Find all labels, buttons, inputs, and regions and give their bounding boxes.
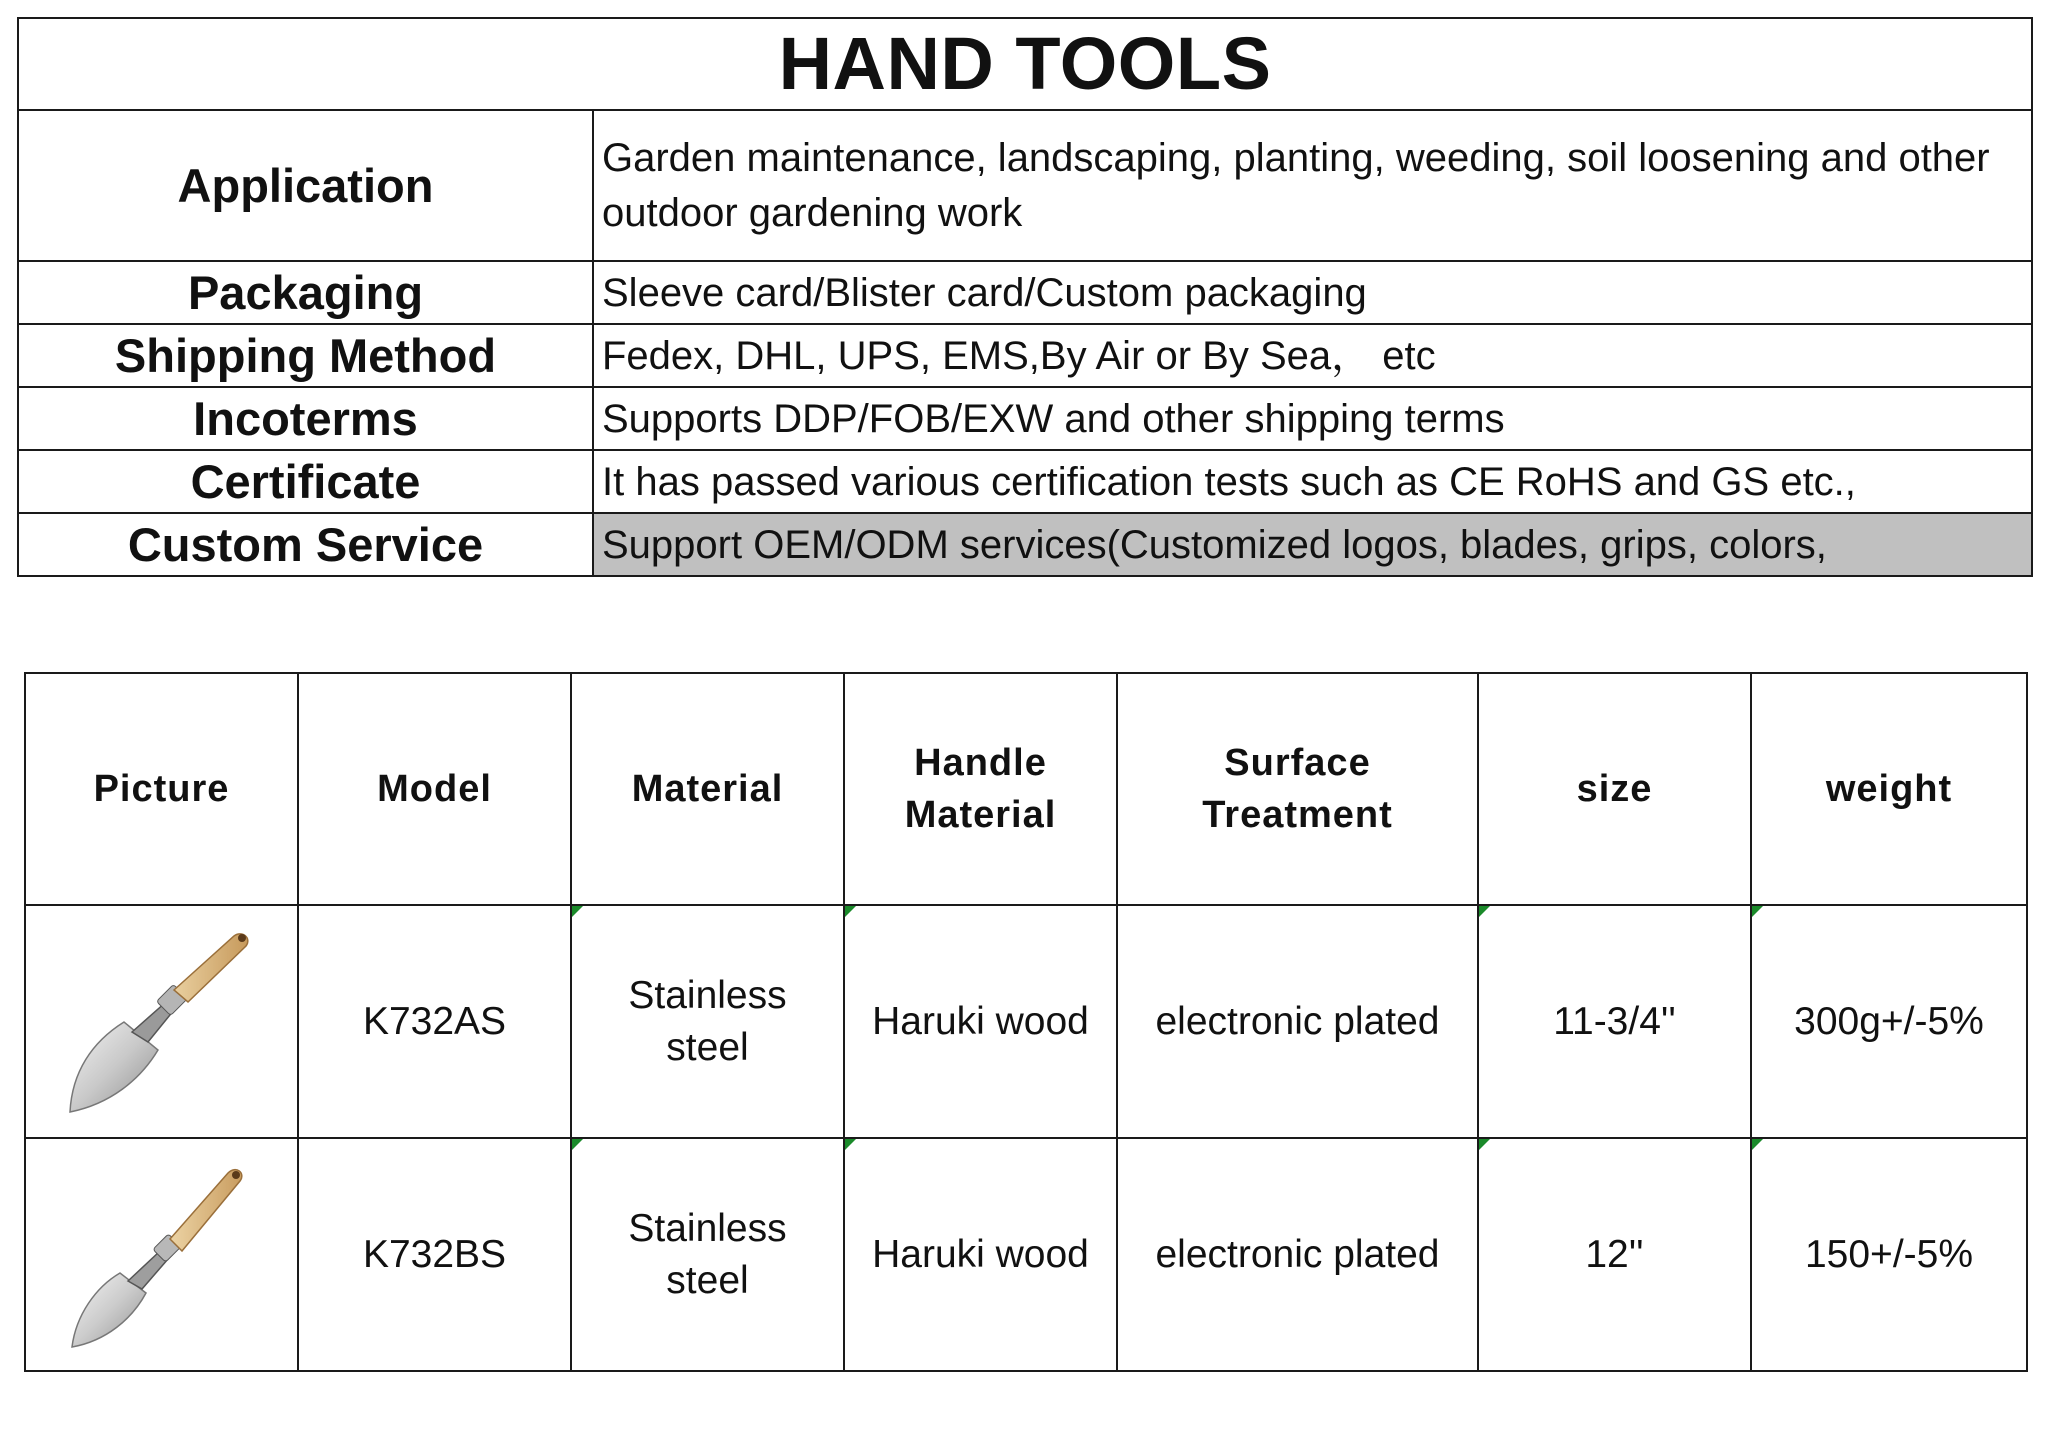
header-line: Material (904, 794, 1057, 836)
surface-treatment-cell: electronic plated (1117, 905, 1478, 1138)
comment-marker (1479, 906, 1490, 917)
size-cell (1478, 1138, 1751, 1371)
spec-value: Support OEM/ODM services(Customized logos, blades, grips, colors, (593, 513, 2032, 576)
spec-label: Certificate (18, 450, 593, 513)
header-line: Handle (914, 742, 1047, 784)
cell-line: Stainless (628, 1206, 787, 1250)
material-cell (571, 1138, 844, 1371)
spec-row-shipping-method (18, 324, 2032, 387)
column-header-model: Model (298, 673, 571, 905)
spec-row-application (18, 110, 2032, 261)
spec-row-incoterms (18, 387, 2032, 450)
cell-line: 300g+/-5% (1794, 999, 1984, 1043)
column-header-handle-material (844, 673, 1117, 905)
weight-cell (1751, 1138, 2027, 1371)
spec-row-packaging (18, 261, 2032, 324)
spec-label: Application (18, 110, 593, 261)
picture-cell (25, 1138, 298, 1371)
column-header-surface-treatment (1117, 673, 1478, 905)
column-header-material: Material (571, 673, 844, 905)
picture-cell (25, 905, 298, 1138)
cell-line: Haruki wood (872, 999, 1089, 1043)
comment-marker (1752, 1139, 1763, 1150)
comment-marker (1752, 906, 1763, 917)
header-line: Treatment (1202, 794, 1393, 836)
table-row (25, 905, 2027, 1138)
weight-cell (1751, 905, 2027, 1138)
handle-material-cell (844, 905, 1117, 1138)
cell-line: 12'' (1585, 1232, 1644, 1276)
spec-row-certificate (18, 450, 2032, 513)
trowel-icon (62, 1155, 262, 1355)
spec-label: Custom Service (18, 513, 593, 576)
size-cell (1478, 905, 1751, 1138)
cell-line: steel (666, 1258, 749, 1302)
cell-line: 150+/-5% (1804, 1232, 1974, 1276)
comment-marker (572, 906, 583, 917)
model-cell: K732AS (298, 905, 571, 1138)
cell-line: Haruki wood (872, 1232, 1089, 1276)
comment-marker (845, 1139, 856, 1150)
surface-treatment-cell: electronic plated (1117, 1138, 1478, 1371)
spec-value: Sleeve card/Blister card/Custom packaging (593, 261, 2032, 324)
cell-line: 11-3/4'' (1553, 999, 1676, 1043)
comment-marker (572, 1139, 583, 1150)
spec-label: Packaging (18, 261, 593, 324)
model-cell: K732BS (298, 1138, 571, 1371)
spec-row-custom-service (18, 513, 2032, 576)
trowel-icon (62, 922, 262, 1122)
spec-label: Incoterms (18, 387, 593, 450)
cell-line: steel (666, 1025, 749, 1069)
column-header-weight: weight (1751, 673, 2027, 905)
material-cell (571, 905, 844, 1138)
header-line: Surface (1224, 742, 1371, 784)
spec-value: It has passed various certification tests such as CE RoHS and GS etc., (593, 450, 2032, 513)
comment-marker (1479, 1139, 1490, 1150)
spec-value: Garden maintenance, landscaping, planting, weeding, soil loosening and other outdoor gardening work (593, 110, 2032, 261)
table-header-row (25, 673, 2027, 905)
product-table (24, 672, 2028, 1372)
page-title: HAND TOOLS (18, 18, 2032, 110)
handle-material-cell (844, 1138, 1117, 1371)
spec-value: Fedex, DHL, UPS, EMS,By Air or By Sea， etc (593, 324, 2032, 387)
column-header-size: size (1478, 673, 1751, 905)
table-row (25, 1138, 2027, 1371)
column-header-picture: Picture (25, 673, 298, 905)
cell-line: Stainless (628, 973, 787, 1017)
spec-value: Supports DDP/FOB/EXW and other shipping terms (593, 387, 2032, 450)
spec-table (17, 17, 2033, 577)
spec-label: Shipping Method (18, 324, 593, 387)
comment-marker (845, 906, 856, 917)
